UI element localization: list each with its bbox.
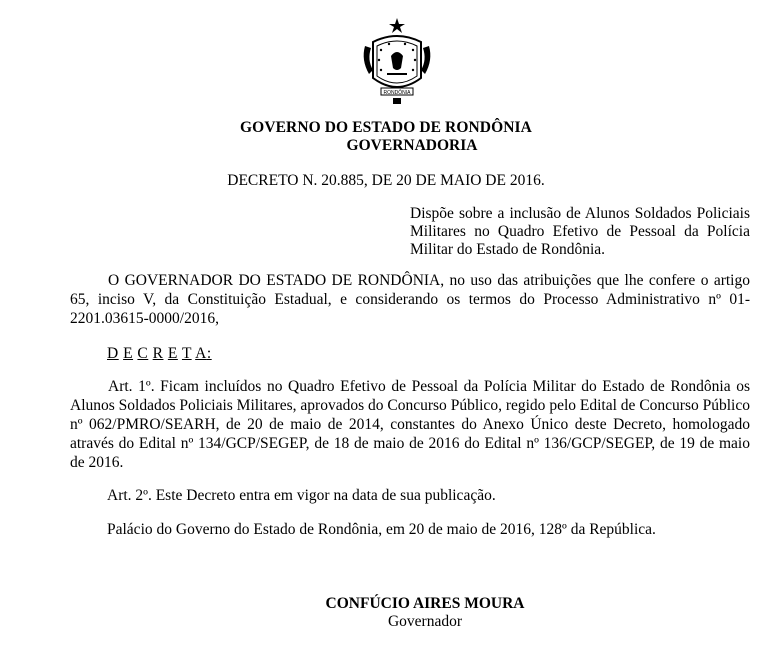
government-heading: GOVERNO DO ESTADO DE RONDÔNIA (240, 119, 532, 136)
decreta-heading: D E C R E T A: (107, 345, 212, 362)
office-heading: GOVERNADORIA (346, 137, 478, 154)
signatory-role: Governador (387, 613, 463, 630)
svg-text:RONDÔNIA: RONDÔNIA (383, 90, 411, 96)
closing-statement: Palácio do Governo do Estado de Rondônia, em 20 de maio de 2016, 128º da República. (107, 521, 656, 538)
rondonia-coat-of-arms-icon (357, 16, 437, 108)
article-2: Art. 2º. Este Decreto entra em vigor na data de sua publicação. (107, 487, 496, 504)
decree-ementa: Dispõe sobre a inclusão de Alunos Soldados Policiais Militares no Quadro Efetivo de Pessoal da Polícia Militar do Estado de Rondônia. (410, 205, 750, 258)
signatory-name: CONFÚCIO AIRES MOURA (325, 595, 525, 612)
article-1: Art. 1º. Ficam incluídos no Quadro Efetivo de Pessoal da Polícia Militar do Estado de Rondônia os Alunos Soldados Policiais Militares, aprovados do Concurso Público, regido pelo Edital de Concurso Público nº 062/PMRO/SEARH, de 20 de maio de 2014, constantes do Anexo Único deste Decreto, homologado através do Edital nº 134/GCP/SEGEP, de 18 de maio de 2016 do Edital nº 136/GCP/SEGEP, de 19 de maio de 2016. (70, 378, 750, 471)
decree-title: DECRETO N. 20.885, DE 20 DE MAIO DE 2016. (227, 172, 545, 189)
decree-preamble: O GOVERNADOR DO ESTADO DE RONDÔNIA, no uso das atribuições que lhe confere o artigo 65, inciso V, da Constituição Estadual, e considerando os termos do Processo Administrativo nº 01-2201.03615-0000/2016, (70, 272, 750, 327)
